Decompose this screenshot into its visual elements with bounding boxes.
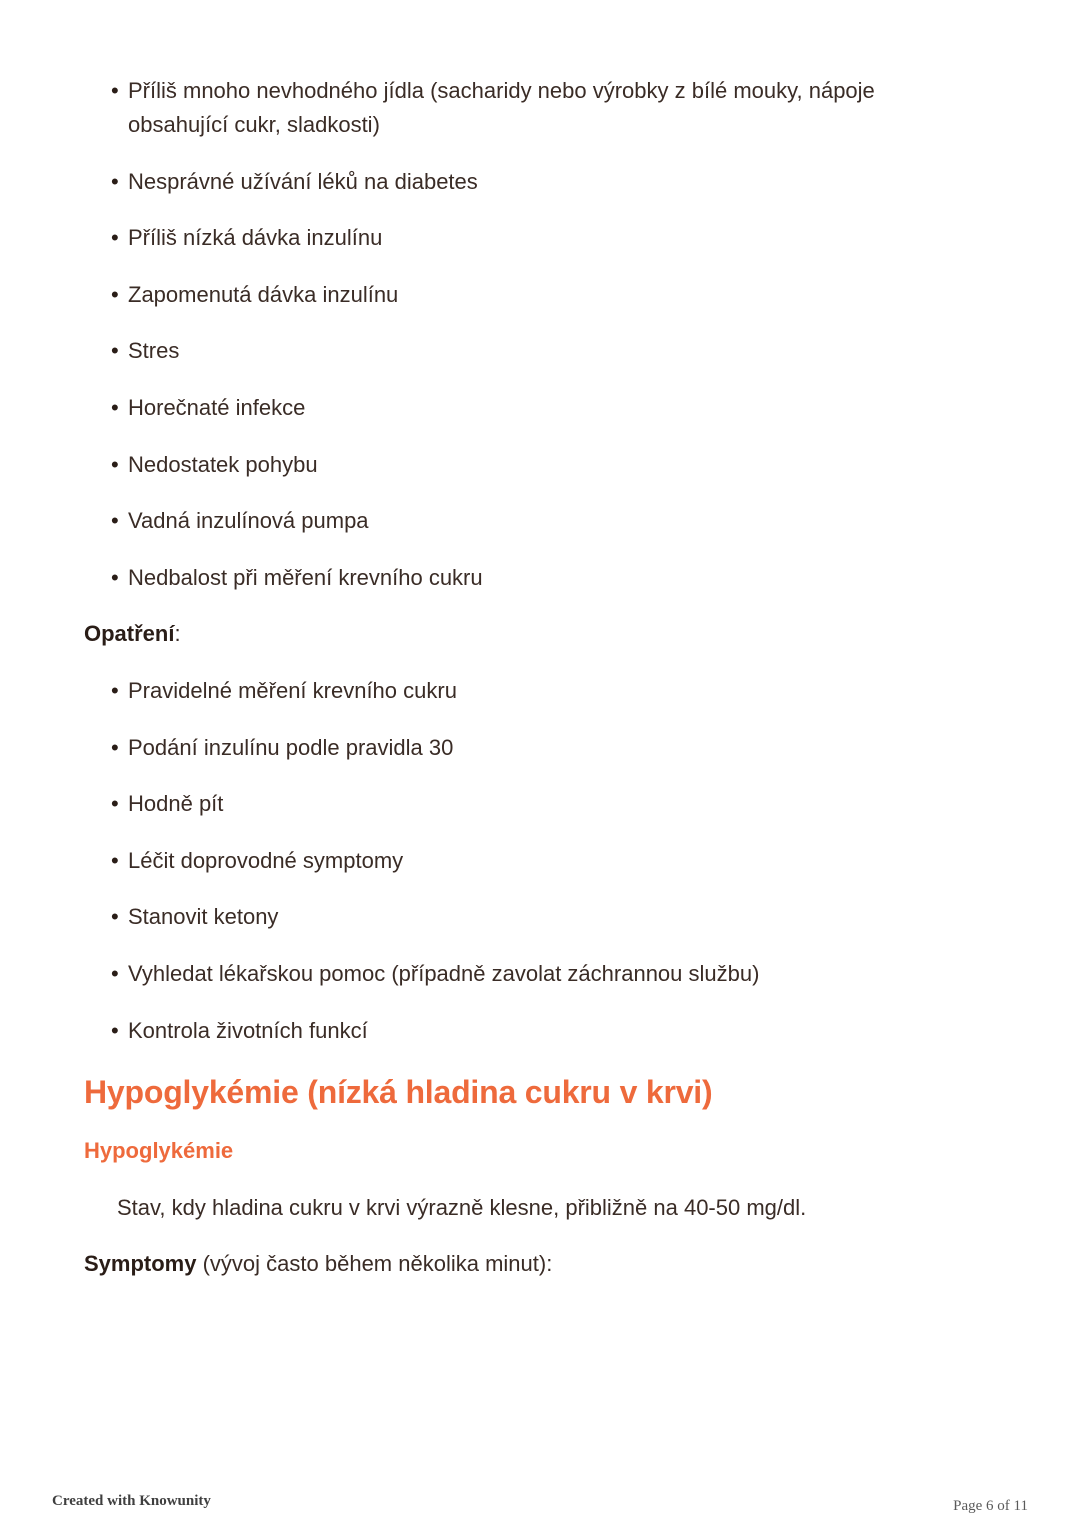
measures-list [84,674,958,1048]
list-item: • Podání inzulínu podle pravidla 30 [84,731,958,765]
footer-credit: Created with Knowunity [52,1493,211,1509]
list-item: • Vyhledat lékařskou pomoc (případně zavolat záchrannou službu) [84,957,958,991]
list-item: • Zapomenutá dávka inzulínu [84,278,958,312]
measures-heading [84,617,958,651]
list-item: • Léčit doprovodné symptomy [84,844,958,878]
causes-list [84,74,958,595]
symptoms-line [84,1247,958,1281]
list-item: • Příliš nízká dávka inzulínu [84,221,958,255]
list-item: • Kontrola životních funkcí [84,1014,958,1048]
definition-text: Stav, kdy hladina cukru v krvi výrazně klesne, přibližně na 40-50 mg/dl. [117,1194,807,1220]
symptoms-note: (vývoj často během několika minut): [202,1251,553,1277]
list-item: • Stres [84,334,958,368]
list-item: • Vadná inzulínová pumpa [84,504,958,538]
page-content [84,74,958,1304]
list-item: • Hodně pít [84,787,958,821]
symptoms-label: Symptomy [84,1251,197,1277]
list-item: • Nesprávné užívání léků na diabetes [84,165,958,199]
measures-label-suffix: : [174,621,181,647]
list-item: • Příliš mnoho nevhodného jídla (sacharidy nebo výrobky z bílé mouky, nápoje obsahující cukr, sladkosti) [84,74,958,142]
section-heading: Hypoglykémie (nízká hladina cukru v krvi) [84,1074,713,1111]
page-number: Page 6 of 11 [953,1498,1028,1514]
section-subheading: Hypoglykémie [84,1138,234,1164]
measures-label: Opatření [84,621,175,647]
list-item: • Stanovit ketony [84,900,958,934]
list-item: • Nedbalost při měření krevního cukru [84,561,958,595]
list-item: • Horečnaté infekce [84,391,958,425]
list-item: • Nedostatek pohybu [84,448,958,482]
list-item: • Pravidelné měření krevního cukru [84,674,958,708]
